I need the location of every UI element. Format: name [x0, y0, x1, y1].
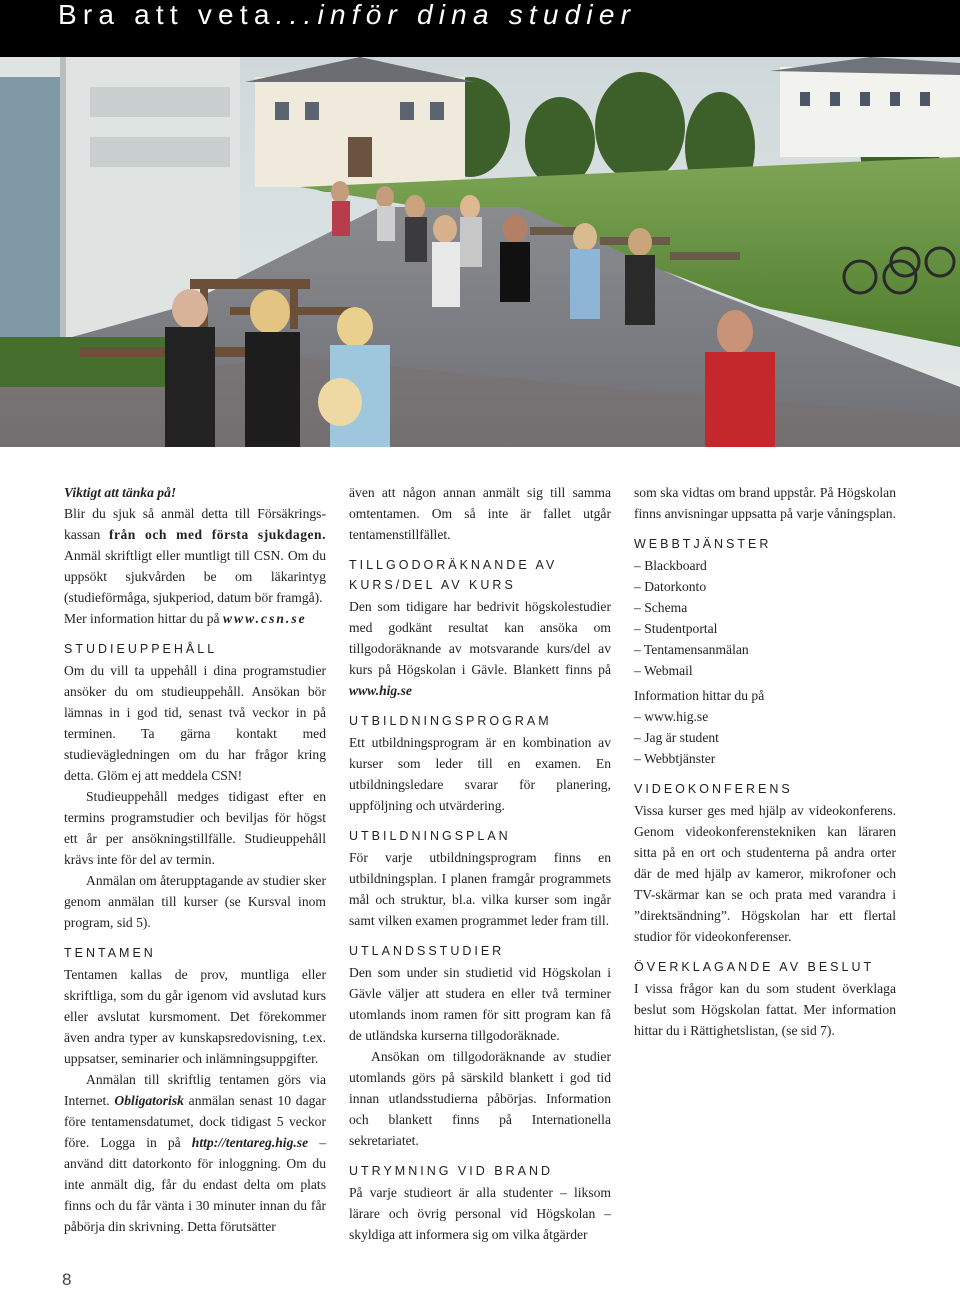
- tentamen-heading: TENTAMEN: [64, 946, 156, 960]
- videokonferens-paragraph: Vissa kurser ges med hjälp av videokonferens. Genom videokonferenstekniken kan läraren sitta på en ort och studenterna på andra orter där de med hjälp av kameror, mikrofoner och TV-skärmar kan se och prata med varandra i ”direktsändning”. Högskolan har ett flertal studior för videokonferenser.: [634, 803, 896, 944]
- brand-continued: som ska vidtas om brand uppstår. På Högskolan finns anvisningar uppsatta på varje våningsplan.: [634, 485, 896, 521]
- page-number: 8: [62, 1270, 72, 1289]
- csn-info: [64, 608, 326, 629]
- tillgodo-text: Den som tidigare har bedrivit högskolestudier med godkänt resultat kan ansöka om tillgodoräknande av motsvarande kurs/del av kurs på Högskolan i Gävle. Blankett finns på: [349, 599, 611, 677]
- studieuppehall-p1: Om du vill ta uppehåll i dina programstudier ansöker du om studieuppehåll. Ansökan bör lämnas in i god tid, senast två veckor in på terminen. Ta gärna kontakt med studievägledningen om du har frågor kring detta. Glöm ej att meddela CSN!: [64, 663, 326, 783]
- sick-text-a: Blir du sjuk så anmäl detta till Försäkringskassan: [64, 506, 326, 542]
- info-label: Information hittar du på: [634, 688, 765, 703]
- utbildningsprogram-paragraph: Ett utbildningsprogram är en kombination av kurser som leder till en examen. En utbildningsledare svarar för planering, uppföljning och utvärdering.: [349, 735, 611, 813]
- tillgodo-paragraph: [349, 596, 611, 701]
- hig-link[interactable]: www.hig.se: [349, 683, 412, 698]
- sick-text-bold: från och med första sjukdagen.: [108, 527, 326, 542]
- list-item: – Jag är student: [634, 730, 719, 745]
- list-item: – www.hig.se: [634, 709, 709, 724]
- page-title: [58, 0, 636, 30]
- info-list: [634, 706, 896, 769]
- column-right: [634, 482, 896, 1041]
- list-item: – Webmail: [634, 663, 693, 678]
- right-building: [770, 57, 960, 157]
- studieuppehall-p3: Anmälan om återupptagande av studier sker genom anmälan till kurser (se Kursval inom program, sid 5).: [64, 873, 326, 930]
- list-item: – Studentportal: [634, 621, 718, 636]
- tentamen-p2: [64, 1069, 326, 1237]
- page-title-italic: ...inför dina studier: [275, 0, 637, 30]
- central-building: [245, 57, 475, 187]
- utrymning-heading: UTRYMNING VID BRAND: [349, 1164, 554, 1178]
- page-header: [0, 0, 960, 57]
- studieuppehall-p2: Studieuppehåll medges tidigast efter en termins programstudier och beviljas för högst ett år per ansökningstillfälle. Studieuppehåll krävs inte för del av termin.: [64, 789, 326, 867]
- column-middle: [349, 482, 611, 1245]
- utbildningsprogram-heading: UTBILDNINGSPROGRAM: [349, 714, 552, 728]
- column-left: [64, 482, 326, 1237]
- lead-title: Viktigt att tänka på!: [64, 485, 177, 500]
- csn-info-text: Mer information hittar du på: [64, 611, 223, 626]
- utlandsstudier-p1: Den som under sin studietid vid Högskolan i Gävle väljer att studera en eller två terminer utomlands inom ramen för sitt program kan få de utländska kurserna tillgodoräknade.: [349, 965, 611, 1043]
- utlandsstudier-heading: UTLANDSSTUDIER: [349, 944, 505, 958]
- sick-text-c: Anmäl skriftligt eller muntligt till CSN. Om du uppsökt sjukvården be om läkarintyg (studieförmåga, sjukperiod, datum bör framgå).: [64, 548, 326, 605]
- tentareg-link[interactable]: http://tentareg.hig.se: [191, 1135, 309, 1150]
- list-item: – Datorkonto: [634, 579, 707, 594]
- campus-photo: [0, 57, 960, 447]
- page-title-plain: Bra att veta: [58, 0, 276, 30]
- utrymning-paragraph: På varje studieort är alla studenter – liksom lärare och övrig personal vid Högskolan – skyldiga att informera sig om vilka åtgärder: [349, 1185, 611, 1242]
- webbtjanster-heading: WEBBTJÄNSTER: [634, 537, 772, 551]
- csn-link[interactable]: www.csn.se: [222, 611, 307, 626]
- videokonferens-heading: VIDEOKONFERENS: [634, 782, 793, 796]
- tentamen-obligatorisk: Obligatorisk: [114, 1093, 184, 1108]
- sick-paragraph: [64, 503, 326, 608]
- list-item: – Webbtjänster: [634, 751, 716, 766]
- tentamen-p2-a: Anmälan till skriftlig tentamen görs via Internet.: [64, 1072, 326, 1108]
- utlandsstudier-p2: Ansökan om tillgodoräknande av studier utomlands görs på särskild blankett i god tid innan utlandsstudierna påbörjas. Information och blankett finns på Internationella sekretariatet.: [349, 1049, 611, 1148]
- utbildningsplan-paragraph: För varje utbildningsprogram finns en utbildningsplan. I planen framgår programmets mål och struktur, bl.a. vilka kurser som ingår samt vilken examen programmet leder fram till.: [349, 850, 611, 928]
- webbtjanster-list: [634, 555, 896, 681]
- tentamen-p1: Tentamen kallas de prov, muntliga eller skriftliga, som du går igenom vid avslutad kurs eller avslutat kursmoment. Det förekommer även andra typer av kunskapsredovisning, t.ex. uppsatser, seminarier och inlämningsuppgifter.: [64, 967, 326, 1066]
- tillgodo-heading: TILLGODORÄKNANDE AV KURS/DEL AV KURS: [349, 558, 558, 592]
- list-item: – Schema: [634, 600, 688, 615]
- utbildningsplan-heading: UTBILDNINGSPLAN: [349, 829, 511, 843]
- tentamen-p2-c: anmälan senast 10 dagar före tentamensdatumet, dock tidigast 5 veckor före. Logga in på: [64, 1093, 326, 1150]
- list-item: – Tentamensanmälan: [634, 642, 749, 657]
- overklagande-paragraph: I vissa frågor kan du som student överklaga beslut som Högskolan fattat. Mer information hittar du i Rättighetslistan, (se sid 7).: [634, 981, 896, 1038]
- overklagande-heading: ÖVERKLAGANDE AV BESLUT: [634, 960, 875, 974]
- tentamen-continued: även att någon annan anmält sig till samma omtentamen. Om så inte är fallet utgår tentamenstillfället.: [349, 485, 611, 542]
- tentamen-p2-d: – använd ditt datorkonto för inloggning. Om du inte anmält dig, får du endast delta om plats finns och du får vänta i 30 minuter innan du får påbörja din skrivning. Detta förutsätter: [64, 1135, 326, 1234]
- list-item: – Blackboard: [634, 558, 707, 573]
- studieuppehall-heading: STUDIEUPPEHÅLL: [64, 642, 218, 656]
